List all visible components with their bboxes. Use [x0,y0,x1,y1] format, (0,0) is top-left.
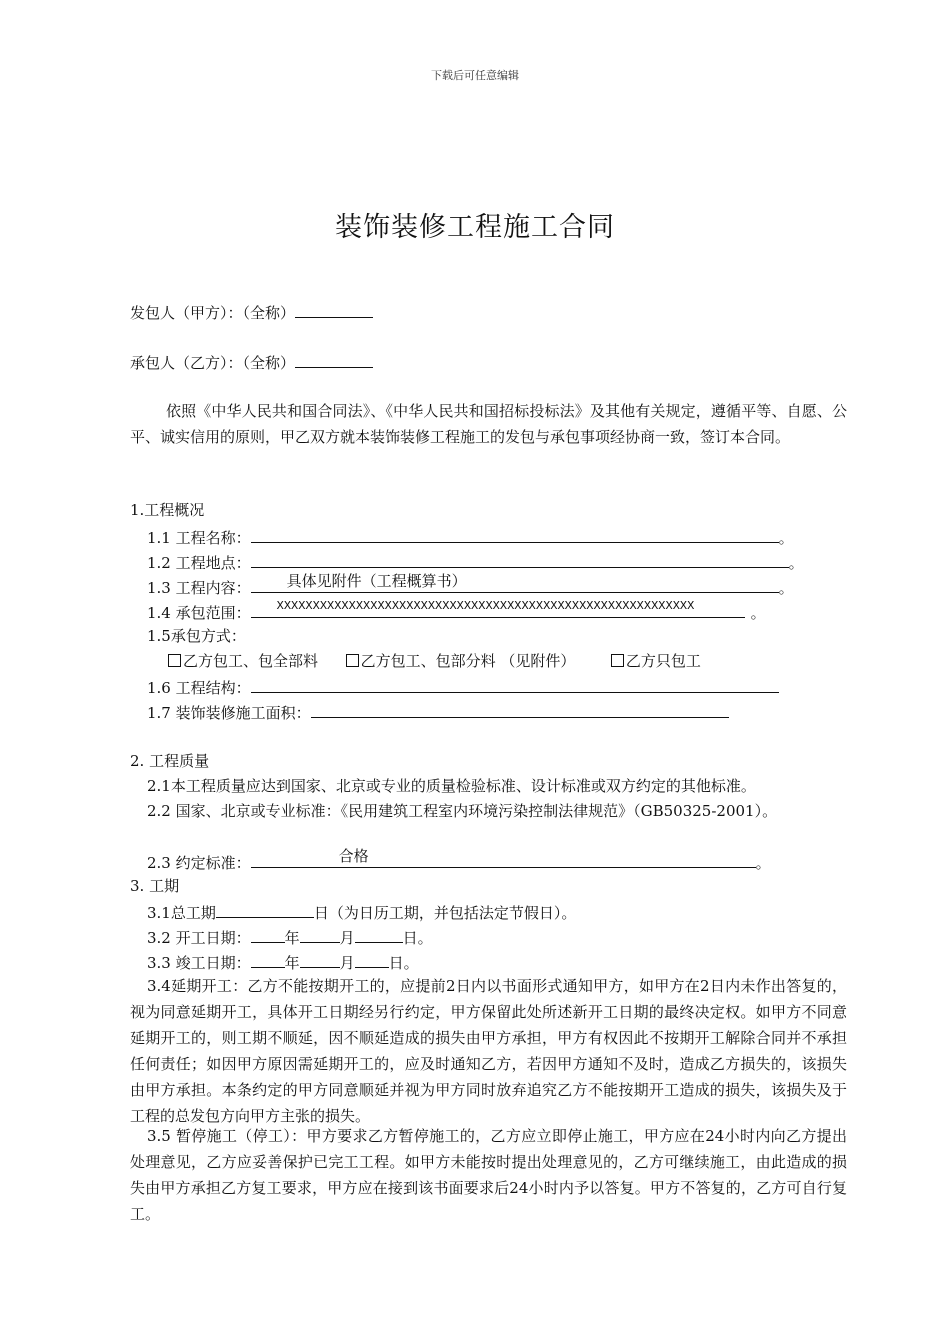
party-b-line [130,348,373,376]
item-1-2-period: 。 [788,554,804,572]
party-a-blank [295,298,373,318]
start-year-unit: 年 [284,929,300,947]
clause-2-3-label: 2.3 约定标准： [147,854,251,872]
option-2-label: 乙方包工、包部分料 （见附件） [360,652,576,670]
item-1-2-label: 1.2 工程地点： [147,554,251,572]
clause-2-1: 2.1本工程质量应达到国家、北京或专业的质量检验标准、设计标准或双方约定的其他标准。 [147,777,756,795]
item-1-4-label: 1.4 承包范围： [147,604,251,622]
option-1-label: 乙方包工、包全部料 [183,652,319,670]
option-2-checkbox[interactable] [346,654,359,667]
clause-3-3 [147,948,419,976]
item-1-3-value: 具体见附件（工程概算书） [286,572,467,590]
item-1-1 [147,523,794,551]
clause-3-4: 3.4延期开工：乙方不能按期开工的，应提前2日内以书面形式通知甲方，如甲方在2日内未作出答复的，视为同意延期开工，具体开工日期经另行约定，甲方保留此处所述新开工日期的最终决定权。如甲方不同意延期开工的，则工期不顺延，因不顺延造成的损失由甲方承担，甲方有权因此不按期开工解除合同并不承担任何责任；如因甲方原因需延期开工的，应及时通知乙方，若因甲方通知不及时，造成乙方损失的，该损失由甲方承担。本条约定的甲方同意顺延并视为甲方同时放弃追究乙方不能按期开工造成的损失，该损失及于工程的总发包方向甲方主张的损失。 [130,977,847,1125]
clause-3-5: 3.5 暂停施工（停工）：甲方要求乙方暂停施工的，乙方应立即停止施工，甲方应在24小时内向乙方提出处理意见，乙方应妥善保护已完工工程。如甲方未能按时提出处理意见的，乙方可继续施工，由此造成的损失由甲方承担乙方复工要求，甲方应在接到该书面要求后24小时内予以答复。甲方不答复的，乙方可自行复工。 [130,1127,847,1223]
clause-3-1 [147,898,576,926]
item-1-7 [147,698,729,726]
section-1-heading: 1.工程概况 [130,501,205,519]
item-1-1-label: 1.1 工程名称： [147,529,251,547]
end-day-unit: 日。 [388,954,419,972]
clause-3-3-label: 3.3 竣工日期： [147,954,251,972]
end-year-blank [251,948,285,968]
item-1-6-label: 1.6 工程结构： [147,679,251,697]
section-2-heading: 2. 工程质量 [130,752,210,770]
start-day-unit: 日。 [402,929,433,947]
clause-2-3-field [251,848,756,868]
item-1-4-period: 。 [750,604,766,622]
item-1-5-label: 1.5承包方式： [147,627,246,645]
clause-3-2 [147,923,433,951]
item-1-4 [147,598,766,626]
option-1-checkbox[interactable] [168,654,181,667]
start-year-blank [251,923,285,943]
item-1-3-label: 1.3 工程内容： [147,579,251,597]
item-1-3-period: 。 [778,579,794,597]
item-1-7-blank [311,698,729,718]
item-1-6 [147,673,779,701]
page-header: 下载后可任意编辑 [431,69,519,82]
clause-2-3-period: 。 [755,854,771,872]
item-1-2-blank [251,548,789,568]
item-1-7-label: 1.7 装饰装修施工面积： [147,704,311,722]
section-3-heading: 3. 工期 [130,877,180,895]
item-1-3-field [251,573,779,593]
end-year-unit: 年 [284,954,300,972]
start-month-blank [300,923,340,943]
option-3-label: 乙方只包工 [625,652,701,670]
end-day-blank [355,948,389,968]
party-b-label: 承包人（乙方）：（全称） [130,354,296,372]
item-1-6-blank [251,673,779,693]
clause-2-3-value: 合格 [338,847,369,865]
clause-3-1-suffix: 日（为日历工期，并包括法定节假日）。 [313,904,577,922]
clause-3-2-label: 3.2 开工日期： [147,929,251,947]
clause-2-2: 2.2 国家、北京或专业标准：《民用建筑工程室内环境污染控制法律规范》（GB50325-2001）。 [147,802,778,820]
item-1-4-value: XXXXXXXXXXXXXXXXXXXXXXXXXXXXXXXXXXXXXXXXXXXXXXXXXXXXXXXXXX [276,599,695,613]
end-month-unit: 月 [339,954,355,972]
clause-3-1-prefix: 3.1总工期 [147,904,216,922]
item-1-1-period: 。 [778,529,794,547]
clause-3-1-blank [216,898,314,918]
item-1-1-blank [251,523,779,543]
item-1-4-field [251,598,745,618]
clause-2-3 [147,848,771,876]
party-a-label: 发包人（甲方）：（全称） [130,304,296,322]
item-1-2 [147,548,804,576]
document-title: 装饰装修工程施工合同 [335,212,615,243]
option-3-checkbox[interactable] [611,654,624,667]
party-b-blank [295,348,373,368]
start-month-unit: 月 [339,929,355,947]
start-day-blank [355,923,403,943]
end-month-blank [300,948,340,968]
contract-mode-options [168,648,701,674]
intro-paragraph: 依照《中华人民共和国合同法》、《中华人民共和国招标投标法》及其他有关规定，遵循平等、自愿、公平、诚实信用的原则，甲乙双方就本装饰装修工程施工的发包与承包事项经协商一致，签订本合同。 [130,402,847,446]
party-a-line [130,298,373,326]
